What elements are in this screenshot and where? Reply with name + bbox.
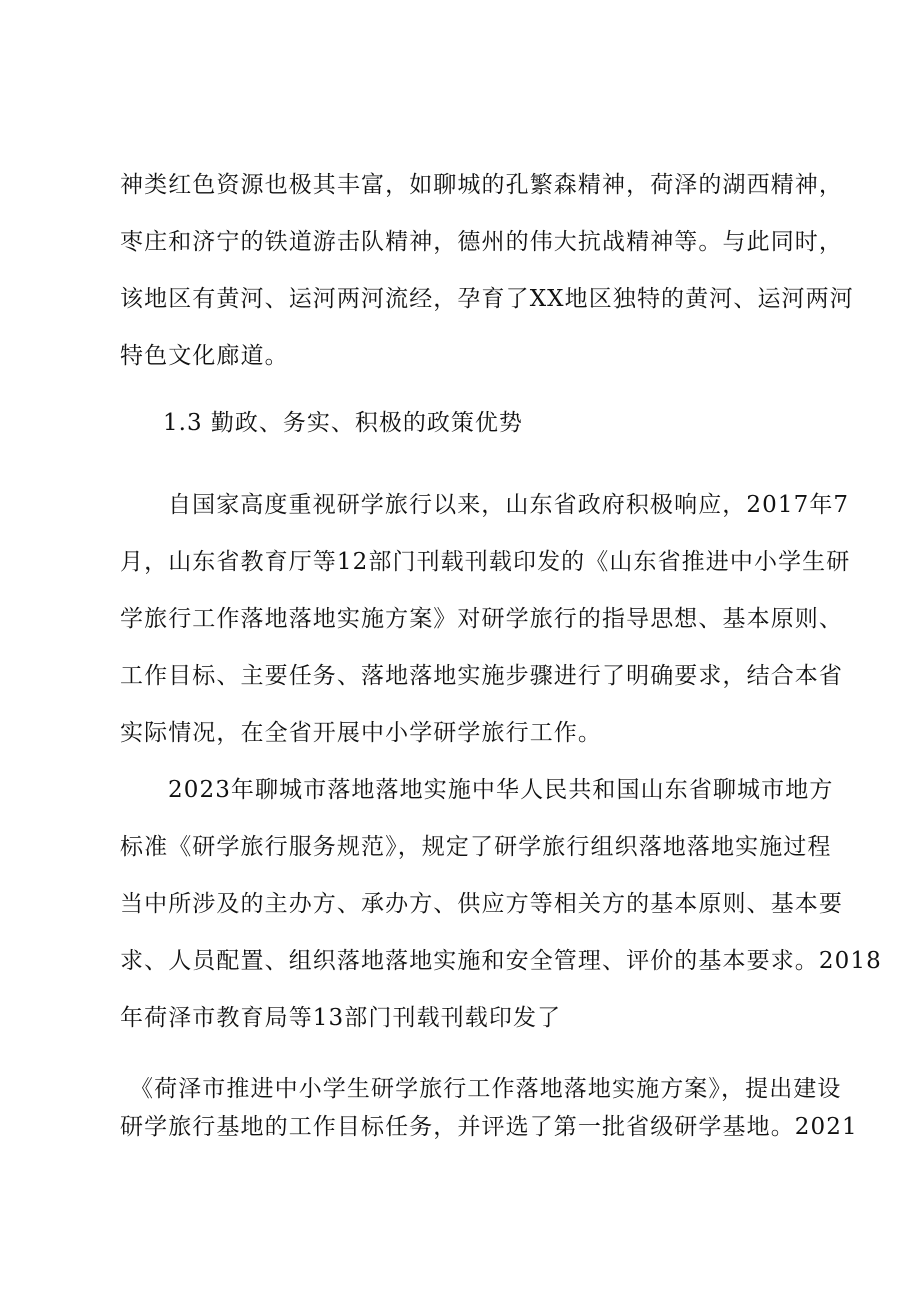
text-line: 《荷泽市推进中小学生研学旅行工作落地落地实施方案》，提出建设 — [130, 1076, 842, 1102]
text-line: 特色文化廊道。 — [120, 343, 289, 369]
text-line: 枣庄和济宁的铁道游击队精神，德州的伟大抗战精神等。与此同时， — [120, 229, 843, 255]
text-line: 求、人员配置、组织落地落地实施和安全管理、评价的基本要求。2018 — [120, 948, 882, 974]
section-heading: 1.3 勤政、务实、积极的政策优势 — [163, 410, 523, 436]
text-line: 标准《研学旅行服务规范》，规定了研学旅行组织落地落地实施过程 — [120, 834, 832, 860]
text-line: 研学旅行基地的工作目标任务，并评选了第一批省级研学基地。2021 — [120, 1114, 858, 1140]
text-line: 实际情况，在全省开展中小学研学旅行工作。 — [120, 720, 602, 746]
text-line: 学旅行工作落地落地实施方案》对研学旅行的指导思想、基本原则、 — [120, 606, 843, 632]
text-line: 当中所涉及的主办方、承办方、供应方等相关方的基本原则、基本要 — [120, 891, 843, 917]
text-line: 月，山东省教育厅等12部门刊载刊载印发的《山东省推进中小学生研 — [120, 549, 851, 575]
text-line: 2023年聊城市落地落地实施中华人民共和国山东省聊城市地方 — [168, 777, 834, 803]
text-line: 该地区有黄河、运河两河流经，孕育了XX地区独特的黄河、运河两河 — [120, 286, 854, 312]
text-line: 自国家高度重视研学旅行以来，山东省政府积极响应，2017年7 — [168, 492, 850, 518]
text-line: 工作目标、主要任务、落地落地实施步骤进行了明确要求，结合本省 — [120, 663, 843, 689]
text-line: 神类红色资源也极其丰富，如聊城的孔繁森精神，荷泽的湖西精神， — [120, 172, 843, 198]
text-line: 年荷泽市教育局等13部门刊载刊载印发了 — [120, 1005, 562, 1031]
